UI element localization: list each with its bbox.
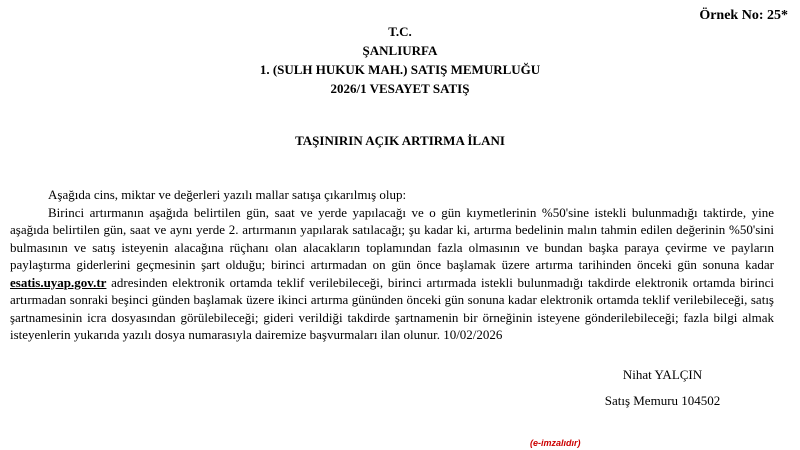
main-paragraph (10, 204, 774, 344)
header-file-number: 2026/1 VESAYET SATIŞ (330, 81, 470, 96)
document-title: TAŞINIRIN AÇIK ARTIRMA İLANI (295, 133, 505, 148)
main-text-after-link: adresinden elektronik ortamda teklif verilebileceği, birinci artırmada istekli bulunmadığı takdirde elektronik ortamda birinci artırmadan sonraki beşinci günden başlamak üzere ikinci artırma gününden önceki gün sonuna kadar elektronik ortamda teklif verilebileceği, satış şartnamesinin icra dosyasından görülebileceği; gideri verildiği takdirde şartnamenin bir örneğinin isteyene gönderilebileceği; fazla bilgi almak isteyenlerin yukarıda yazılı dosya numarasıyla dairemize başvurmaları ilan olunur. 10/02/2026 (10, 274, 774, 342)
signer-role: Satış Memuru 104502 (604, 393, 721, 408)
header-tc: T.C. (388, 24, 412, 39)
announcement-body (10, 186, 774, 344)
e-signature-note: (e-imzalıdır) (530, 438, 581, 448)
main-text-before-link: Birinci artırmanın aşağıda belirtilen gün, saat ve yerde yapılacağı ve o gün kıymetlerinin %50'sine istekli bulunmadığı taktirde, yine aşağıda belirtilen gün, saat ve aynı yerde 2. artırmanın yapılarak satılacağı; şu kadar ki, artırma bedelinin malın tahmin edilen değerinin %50'sini bulmasının ve satış isteyenin alacağına rüçhanı olan alacakların toplamından fazla olmasının ve bundan başka paraya çevirme ve payların paylaştırma giderlerini geçmesinin şart olduğu; birinci artırmadan on gün önce başlamak üzere artırma tarihinden önceki gün sonuna kadar (10, 204, 774, 272)
document-header (0, 22, 800, 98)
intro-paragraph: Aşağıda cins, miktar ve değerleri yazılı mallar satışa çıkarılmış olup: (48, 187, 407, 202)
header-city: ŞANLIURFA (362, 43, 438, 58)
header-office: 1. (SULH HUKUK MAH.) SATIŞ MEMURLUĞU (259, 62, 541, 77)
signature-block (600, 362, 725, 414)
signer-name: Nihat YALÇIN (622, 367, 703, 382)
sample-number: Örnek No: 25* (699, 8, 788, 23)
esatis-link[interactable]: esatis.uyap.gov.tr (10, 274, 107, 290)
